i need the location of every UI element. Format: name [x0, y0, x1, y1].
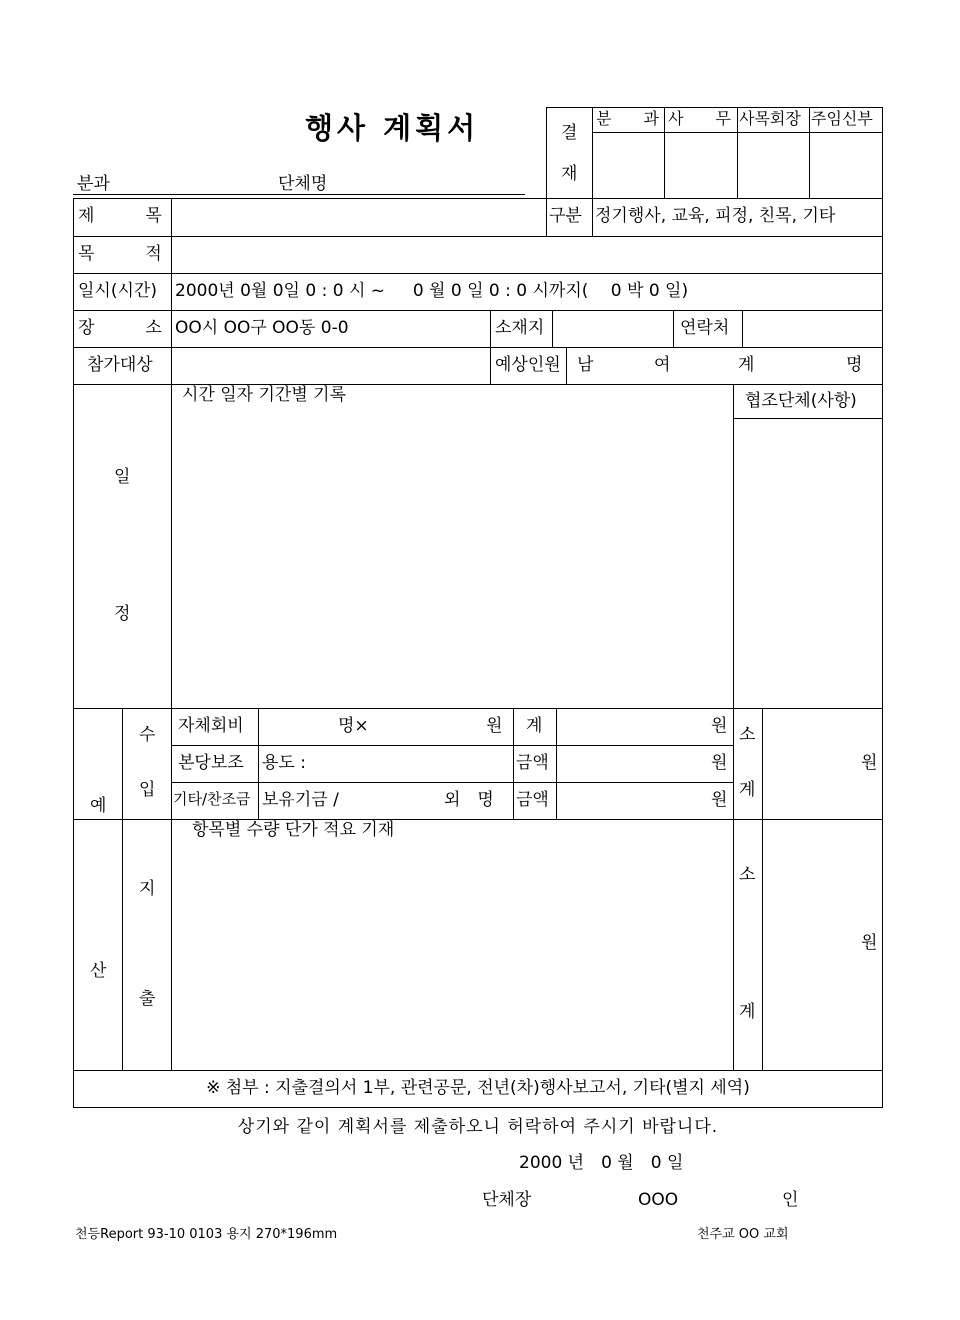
approval-col-line — [664, 107, 665, 198]
col-line — [258, 708, 259, 819]
subject-label: 제 목 — [78, 206, 162, 226]
datetime-label: 일시(시간) — [78, 281, 157, 301]
expense-subtotal-label-1: 소 — [739, 865, 756, 885]
col-line — [513, 708, 514, 819]
expense-note: 항목별 수량 단가 적요 기재 — [192, 820, 395, 840]
expected-unit: 명 — [846, 355, 863, 375]
income-row-detail-a: 용도 : — [262, 753, 306, 773]
col-line — [733, 708, 734, 1070]
footer-right: 천주교 OO 교회 — [697, 1227, 789, 1242]
income-row-sum-label: 금액 — [516, 753, 549, 773]
category-value: 정기행사, 교육, 피정, 친목, 기타 — [595, 206, 836, 226]
expense-label-1: 지 — [139, 879, 156, 899]
participants-label: 참가대상 — [87, 355, 153, 375]
row-line — [73, 236, 883, 237]
page-title: 행사 계획서 — [305, 111, 480, 145]
frame-left — [73, 198, 74, 1107]
schedule-note: 시간 일자 기간별 기록 — [182, 385, 347, 405]
expense-label-2: 출 — [139, 989, 156, 1009]
approval-label-bottom: 재 — [561, 164, 578, 184]
budget-label-2: 산 — [90, 961, 107, 981]
col-line — [566, 347, 567, 384]
schedule-label-1: 일 — [114, 467, 131, 487]
income-subtotal-unit: 원 — [861, 753, 878, 773]
row-line — [73, 198, 883, 199]
col-line — [742, 310, 743, 347]
income-label-1: 수 — [139, 725, 156, 745]
approval-label-top: 결 — [561, 123, 578, 143]
income-row-detail-b: 외 명 — [444, 790, 494, 810]
contact-label: 연락처 — [680, 318, 730, 338]
approval-col-pastor: 주임신부 — [811, 109, 873, 128]
approval-top-line — [546, 107, 883, 108]
expected-female: 여 — [654, 355, 671, 375]
label-col-line — [171, 198, 172, 1070]
footer-left: 천등Report 93-10 0103 용지 270*196mm — [75, 1227, 338, 1242]
approval-col-pastoral-president: 사목회장 — [739, 109, 801, 128]
expected-male: 남 — [577, 355, 594, 375]
col-line — [733, 384, 734, 708]
coop-label: 협조단체(사항) — [745, 391, 857, 411]
income-row-sum-label: 계 — [526, 716, 543, 736]
col-line — [762, 708, 763, 1070]
income-subtotal-label-2: 계 — [739, 780, 756, 800]
col-line — [552, 310, 553, 347]
income-row-name: 본당보조 — [178, 753, 244, 773]
row-line — [73, 347, 883, 348]
income-row-name: 자체회비 — [178, 716, 244, 736]
approval-col-line — [737, 107, 738, 198]
income-row-detail-a: 명× — [338, 716, 369, 736]
col-line — [673, 310, 674, 347]
approval-col-line — [809, 107, 810, 198]
col-line — [556, 708, 557, 819]
bungwa-label: 분과 — [77, 174, 110, 194]
signature-label: 단체장 — [482, 1190, 532, 1210]
category-label: 구분 — [549, 206, 582, 226]
income-row-unit: 원 — [711, 716, 728, 736]
approval-col-samu: 사 무 — [668, 109, 731, 128]
income-row-unit: 원 — [711, 753, 728, 773]
col-line — [592, 198, 593, 236]
signature-name: OOO — [638, 1190, 679, 1210]
location-label: 소재지 — [495, 318, 545, 338]
expected-total: 계 — [738, 355, 755, 375]
row-line — [73, 310, 883, 311]
place-label: 장 소 — [78, 318, 162, 338]
col-line — [490, 310, 491, 384]
income-subtotal-label-1: 소 — [739, 725, 756, 745]
col-line — [122, 708, 123, 1070]
row-line — [733, 418, 883, 419]
expense-subtotal-unit: 원 — [861, 933, 878, 953]
approval-col-bungwa: 분 과 — [596, 109, 659, 128]
attachment-note: ※ 첨부 : 지출결의서 1부, 관련공문, 전년(차)행사보고서, 기타(별지 세역) — [206, 1078, 750, 1098]
row-line — [73, 1070, 883, 1071]
schedule-label-2: 정 — [114, 604, 131, 624]
income-row-detail-b: 원 — [486, 716, 503, 736]
purpose-label: 목 적 — [78, 244, 162, 264]
income-label-2: 입 — [139, 780, 156, 800]
income-row-detail-a: 보유기금 / — [262, 790, 339, 810]
row-line — [73, 273, 883, 274]
budget-label-1: 예 — [90, 796, 107, 816]
expected-label: 예상인원 — [495, 355, 561, 375]
header-underline — [73, 194, 525, 195]
income-row-name: 기타/찬조금 — [173, 790, 251, 808]
signature-seal: 인 — [782, 1190, 799, 1210]
income-row-sum-label: 금액 — [516, 790, 549, 810]
row-line — [171, 782, 733, 783]
group-name-label: 단체명 — [278, 174, 328, 194]
row-line — [73, 1107, 883, 1108]
income-row-unit: 원 — [711, 790, 728, 810]
row-line — [171, 745, 733, 746]
col-line — [546, 198, 547, 236]
frame-right — [882, 198, 883, 1107]
request-text: 상기와 같이 계획서를 제출하오니 허락하여 주시기 바랍니다. — [237, 1117, 719, 1137]
expense-subtotal-label-2: 계 — [739, 1002, 756, 1022]
date-text: 2000 년 0 월 0 일 — [519, 1153, 684, 1173]
place-value: OO시 OO구 OO동 0-0 — [175, 318, 349, 338]
datetime-value: 2000년 0월 0일 0 : 0 시 ~ 0 월 0 일 0 : 0 시까지( 0 박 0 일) — [175, 281, 689, 301]
